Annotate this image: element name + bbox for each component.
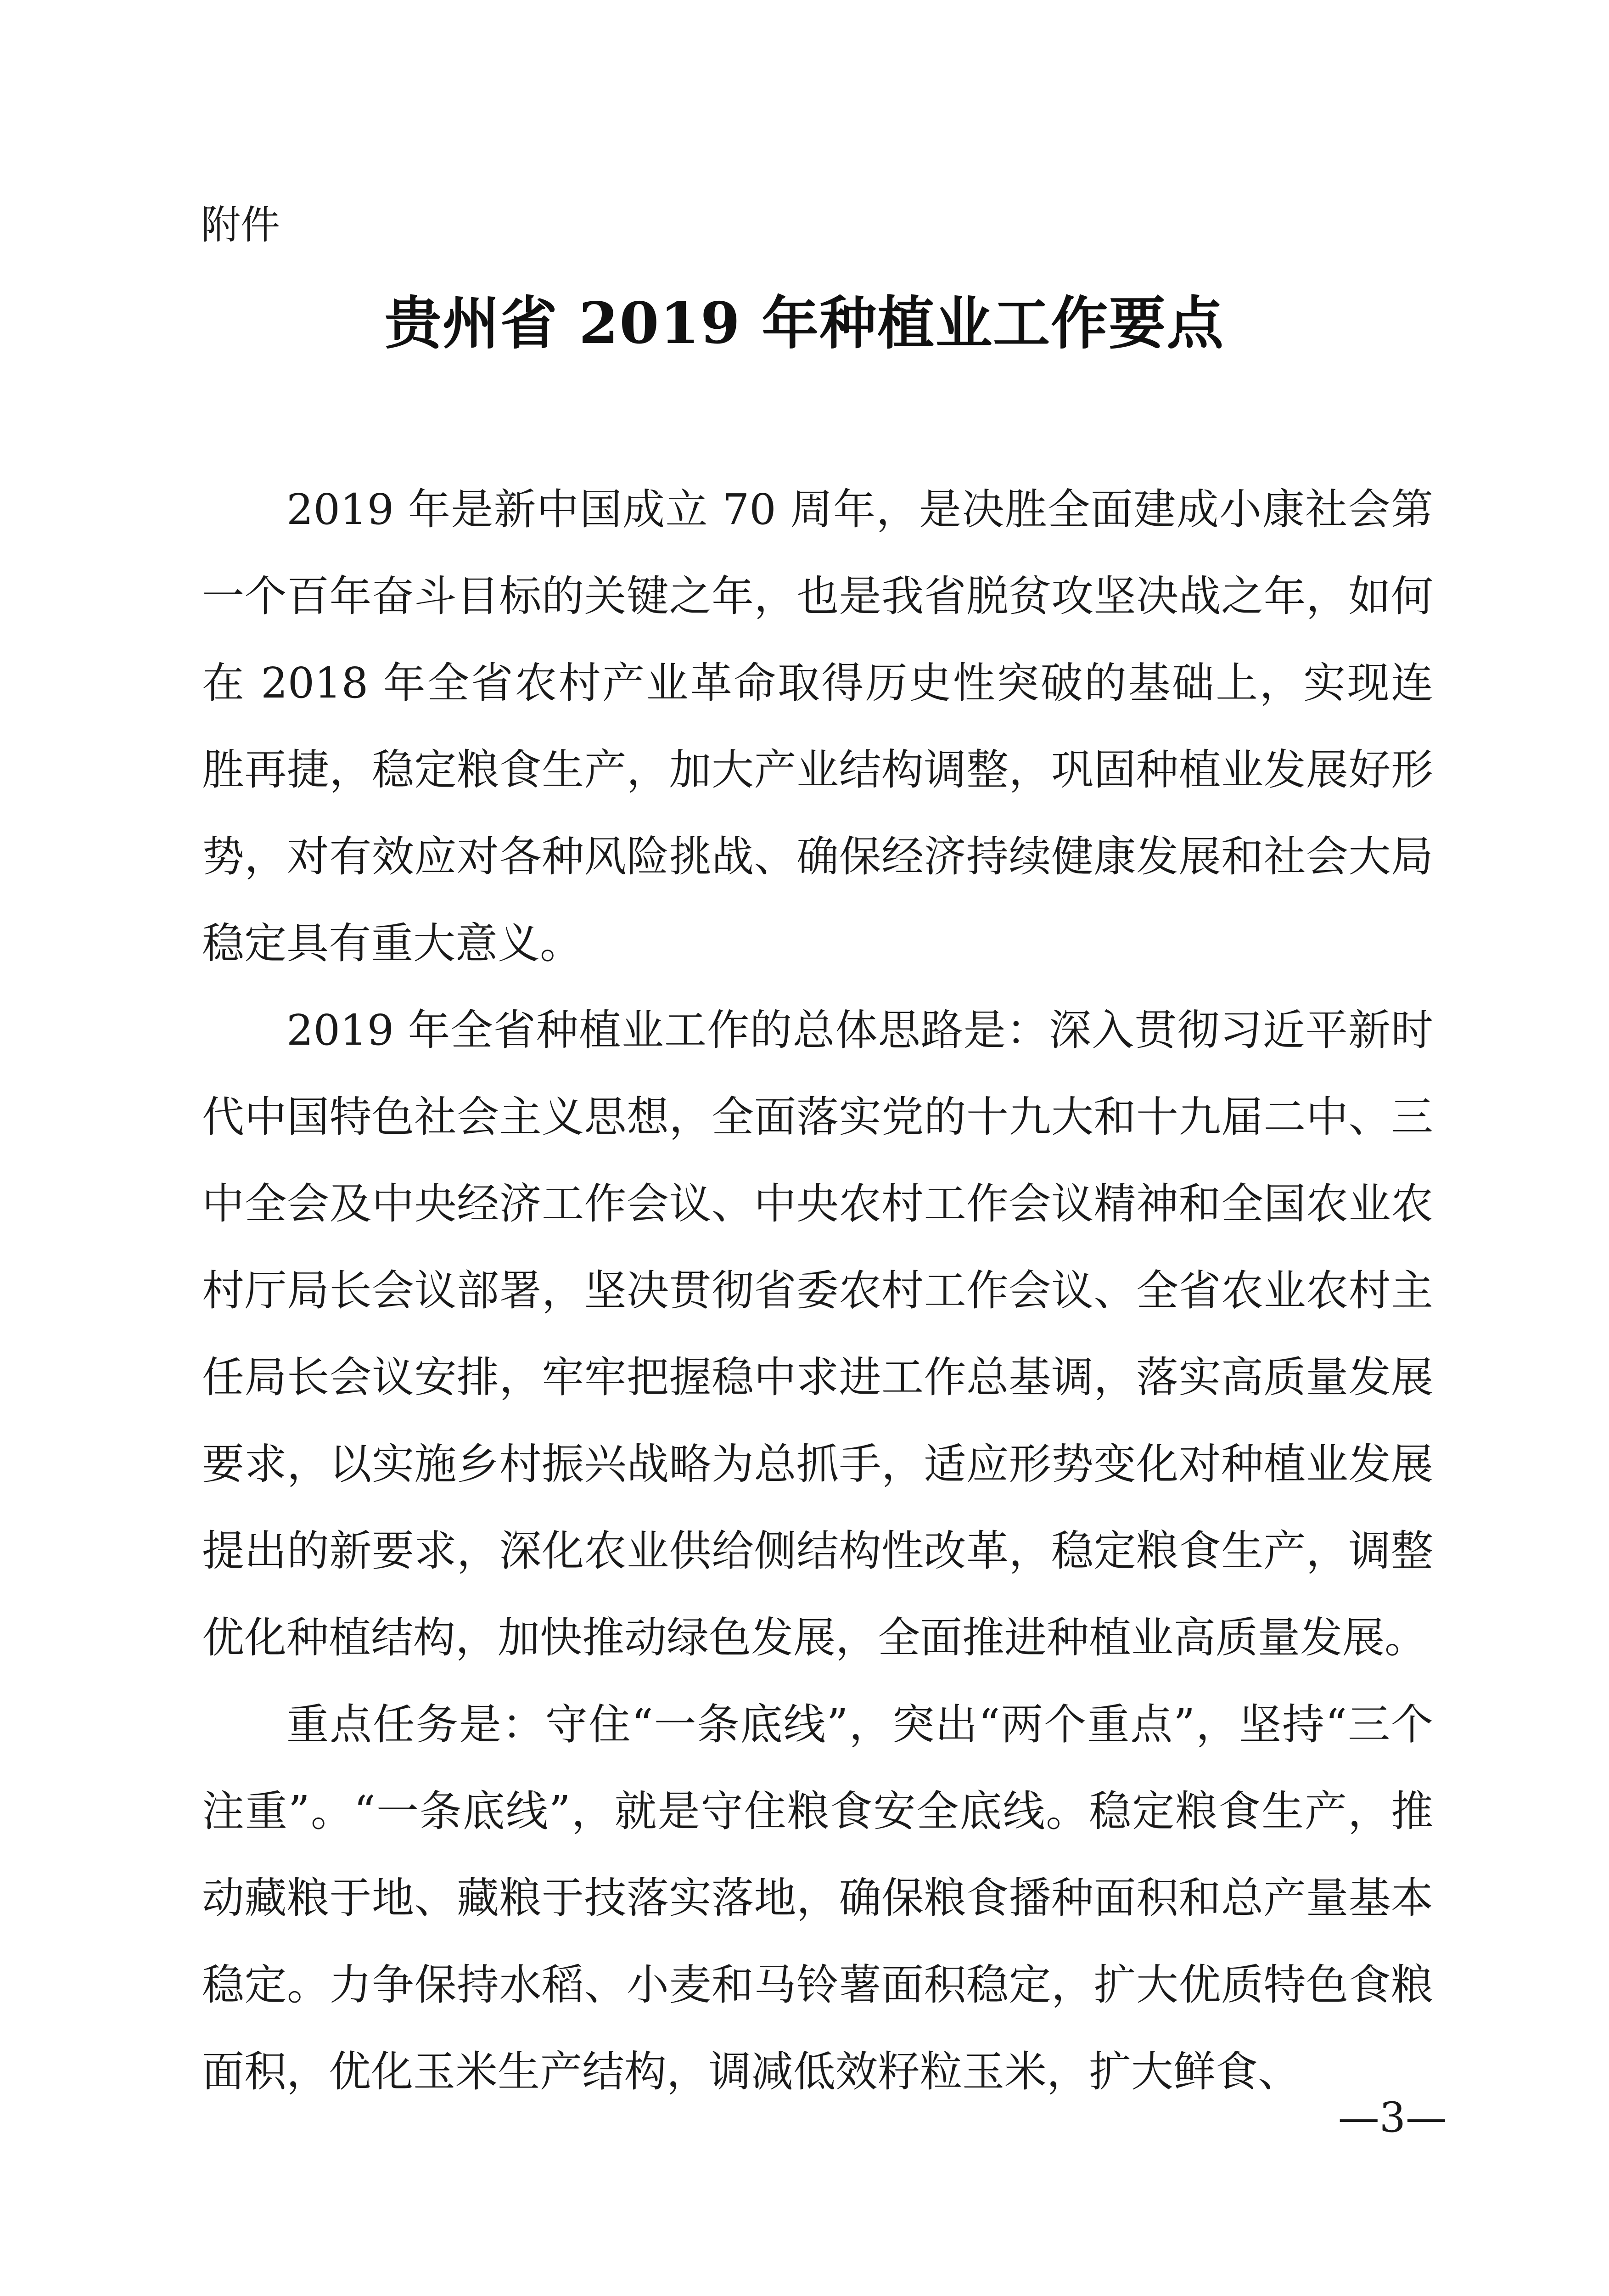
- paragraph-overall-approach: 2019 年全省种植业工作的总体思路是：深入贯彻习近平新时代中国特色社会主义思想，全面落实党的十九大和十九届二中、三中全会及中央经济工作会议、中央农村工作会议精神和全国农业农村厅局长会议部署，坚决贯彻省委农村工作会议、全省农业农村主任局长会议安排，牢牢把握稳中求进工作总基调，落实高质量发展要求，以实施乡村振兴战略为总抓手，适应形势变化对种植业发展提出的新要求，深化农业供给侧结构性改革，稳定粮食生产，调整优化种植结构，加快推动绿色发展，全面推进种植业高质量发展。: [202, 1006, 1433, 1662]
- page-number: —3—: [1338, 2093, 1447, 2142]
- attachment-label: 附件: [201, 202, 280, 248]
- document-title: 贵州省 2019 年种植业工作要点: [384, 290, 1225, 357]
- paragraph-intro: 2019 年是新中国成立 70 周年，是决胜全面建成小康社会第一个百年奋斗目标的关键之年，也是我省脱贫攻坚决战之年，如何在 2018 年全省农村产业革命取得历史性突破的基础上，实现连胜再捷，稳定粮食生产，加大产业结构调整，巩固种植业发展好形势，对有效应对各种风险挑战、确保经济持续健康发展和社会大局稳定具有重大意义。: [202, 485, 1433, 968]
- document-body: [202, 466, 1433, 2115]
- paragraph-key-tasks: 重点任务是：守住“一条底线”，突出“两个重点”，坚持“三个注重”。“一条底线”，就是守住粮食安全底线。稳定粮食生产，推动藏粮于地、藏粮于技落实落地，确保粮食播种面积和总产量基本稳定。力争保持水稻、小麦和马铃薯面积稳定，扩大优质特色食粮面积，优化玉米生产结构，调减低效籽粒玉米，扩大鲜食、: [202, 1700, 1433, 2096]
